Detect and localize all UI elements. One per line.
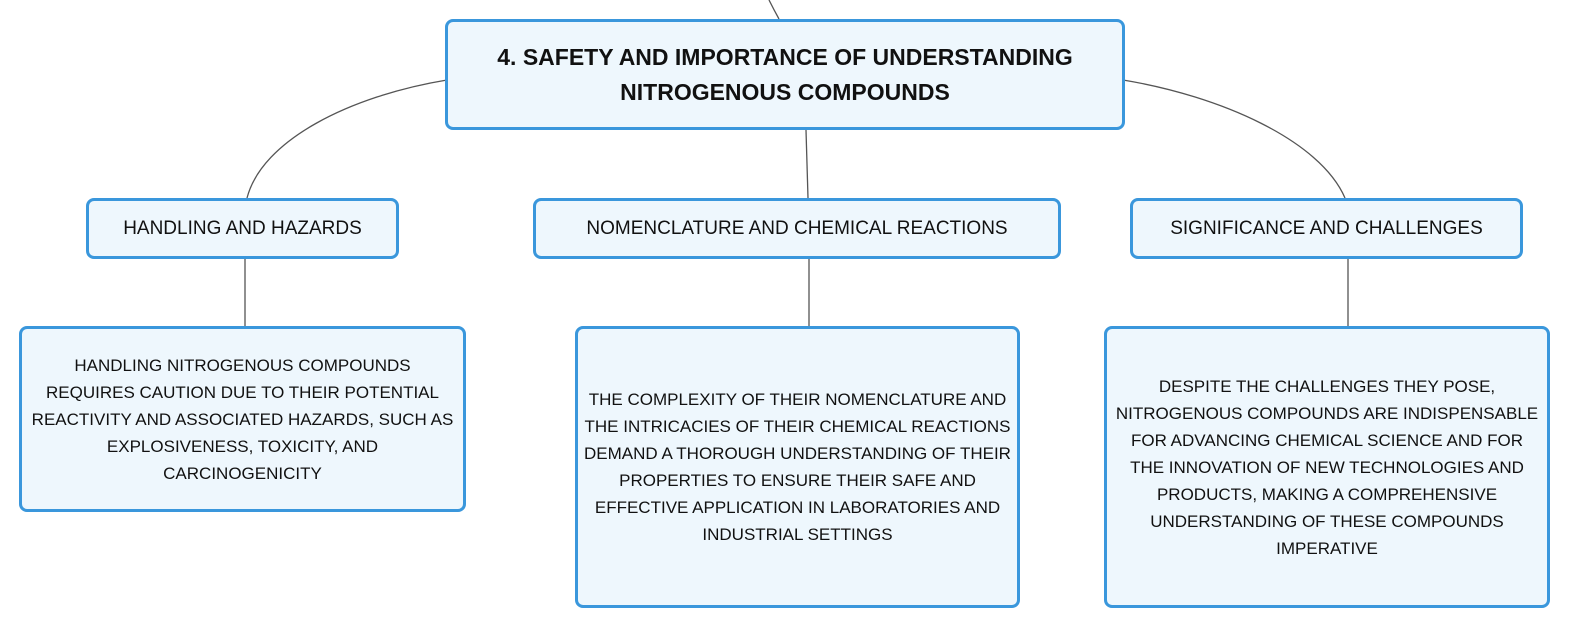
- detail-node-nomenclature-and-chemical-reactions[interactable]: [575, 326, 1020, 608]
- root-node[interactable]: [445, 19, 1125, 130]
- topic-node-nomenclature-and-chemical-reactions[interactable]: [533, 198, 1061, 259]
- connector-root-to-nomenclature: [806, 130, 808, 198]
- topic-label: SIGNIFICANCE AND CHALLENGES: [1170, 217, 1483, 239]
- topic-node-significance-and-challenges[interactable]: [1130, 198, 1523, 259]
- detail-node-significance-and-challenges[interactable]: [1104, 326, 1550, 608]
- detail-text: DESPITE THE CHALLENGES THEY POSE, NITROGENOUS COMPOUNDS ARE INDISPENSABLE FOR ADVANCING CHEMICAL SCIENCE AND FOR THE INNOVATION OF NEW TECHNOLOGIES AND PRODUCTS, MAKING A COMPREHENSIVE UNDERSTANDING OF THESE COMPOUNDS IMPERATIVE: [1115, 376, 1539, 558]
- connector-root-to-significance: [1123, 80, 1345, 198]
- detail-text: THE COMPLEXITY OF THEIR NOMENCLATURE AND THE INTRICACIES OF THEIR CHEMICAL REACTIONS DEMAND A THOROUGH UNDERSTANDING OF THEIR PROPERTIES TO ENSURE THEIR SAFE AND EFFECTIVE APPLICATION IN LABORATORIES AND INDUSTRIAL SETTINGS: [584, 390, 1011, 544]
- topic-label: HANDLING AND HAZARDS: [123, 217, 362, 239]
- connector-parent-to-root: [769, 0, 779, 19]
- detail-text: HANDLING NITROGENOUS COMPOUNDS REQUIRES CAUTION DUE TO THEIR POTENTIAL REACTIVITY AND ASSOCIATED HAZARDS, SUCH AS EXPLOSIVENESS, TOXICITY, AND CARCINOGENICITY: [31, 355, 454, 483]
- topic-label: NOMENCLATURE AND CHEMICAL REACTIONS: [586, 217, 1008, 239]
- detail-node-handling-and-hazards[interactable]: [19, 326, 466, 512]
- root-title: 4. SAFETY AND IMPORTANCE OF UNDERSTANDING NITROGENOUS COMPOUNDS: [497, 43, 1073, 105]
- connector-root-to-handling: [247, 80, 447, 198]
- topic-node-handling-and-hazards[interactable]: [86, 198, 399, 259]
